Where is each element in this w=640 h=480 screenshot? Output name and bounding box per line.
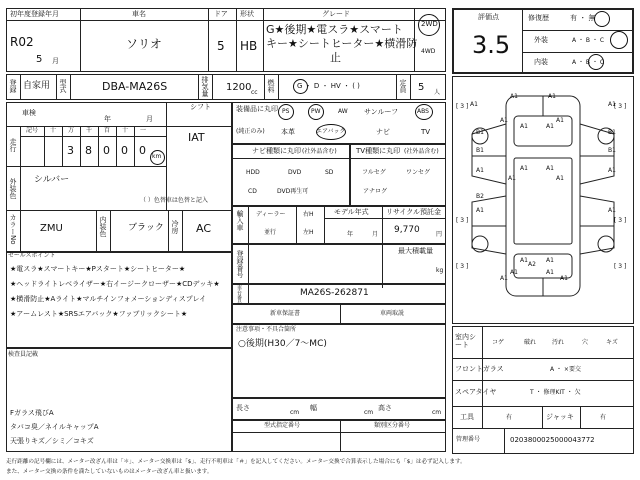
chassis-label: 車台番号 bbox=[236, 285, 242, 305]
car-name-label: 車名 bbox=[132, 10, 146, 18]
damage-label: A1 bbox=[608, 101, 616, 108]
drive-2wd: 2WD bbox=[421, 20, 438, 28]
damage-label: A1 bbox=[476, 167, 484, 174]
damage-label: A1 bbox=[560, 275, 568, 282]
interior-color: ブラック bbox=[128, 223, 164, 233]
navi-hdd: HDD bbox=[246, 169, 260, 176]
seat-label: 室内シート bbox=[455, 333, 476, 349]
front-glass-value: A ・ ×要交 bbox=[550, 366, 581, 373]
displacement-label: 排気量 bbox=[201, 76, 209, 97]
mileage-unit-label: 十 bbox=[122, 127, 129, 134]
bracket-top-left: [ 3 ] bbox=[456, 103, 469, 110]
management-label: 管理番号 bbox=[456, 436, 481, 443]
door-count: 5 bbox=[217, 39, 225, 53]
inspection-month: 月 bbox=[146, 115, 153, 123]
height-label: 高さ bbox=[378, 404, 392, 412]
damage-label: B1 bbox=[608, 147, 616, 154]
damage-label: B1 bbox=[608, 129, 616, 136]
shift-type: IAT bbox=[188, 131, 205, 144]
damage-label: A1 bbox=[510, 269, 518, 276]
seat-hole: 穴 bbox=[582, 339, 589, 346]
bracket-bottom-left: [ 3 ] bbox=[456, 217, 469, 224]
navi-dvd-play: DVD再生可 bbox=[277, 188, 309, 195]
cc-unit: cc bbox=[251, 89, 258, 96]
navi-cd: CD bbox=[248, 188, 257, 195]
width-label: 幅 bbox=[310, 404, 317, 412]
equip-pw: PW bbox=[311, 108, 321, 115]
equip-airbag: エアバック bbox=[316, 128, 346, 135]
import-dealer: ディーラー bbox=[256, 211, 286, 218]
mileage-unit-label: 一 bbox=[140, 127, 147, 134]
capacity-label: 定員 bbox=[399, 79, 407, 93]
damage-label: A1 bbox=[608, 167, 616, 174]
damage-label: A1 bbox=[546, 123, 554, 130]
exterior-color: シルバー bbox=[34, 175, 70, 185]
damage-label: A1 bbox=[546, 257, 554, 264]
color-code: ZMU bbox=[40, 223, 63, 234]
mileage-digit: 0 bbox=[103, 144, 110, 157]
damage-label: A1 bbox=[556, 175, 564, 182]
model-label: 型式 bbox=[59, 79, 67, 93]
repair-options: 有 ・ 無 bbox=[570, 14, 596, 22]
recycle-label: リサイクル預託金 bbox=[386, 208, 442, 216]
mileage-unit-label: 万 bbox=[68, 127, 75, 134]
class-number-label: 類別区分番号 bbox=[374, 422, 411, 429]
load-unit: kg bbox=[436, 267, 444, 274]
car-name: ソリオ bbox=[126, 37, 162, 51]
reg-month-unit: 月 bbox=[52, 57, 59, 65]
fuel-options: G ・ D ・ HV ・ ( ) bbox=[297, 82, 360, 90]
damage-label: A1 bbox=[608, 207, 616, 214]
tv-label: TV種類に丸印 bbox=[356, 147, 401, 155]
damage-label: A1 bbox=[556, 117, 564, 124]
repair-history-label: 修復歴 bbox=[528, 14, 549, 22]
private-use: 自家用 bbox=[23, 81, 51, 91]
height-unit: cm bbox=[432, 409, 442, 416]
notes-line-1: ○後期(H30／7～MC) bbox=[238, 339, 327, 349]
bracket-bottom-right: [ 3 ] bbox=[614, 217, 627, 224]
seat-burn: コゲ bbox=[492, 339, 505, 346]
exterior-grade-label: 外装 bbox=[534, 36, 548, 44]
door-label: ドア bbox=[214, 10, 228, 18]
spare-tire-label: スペアタイヤ bbox=[455, 388, 497, 396]
navi-dvd: DVD bbox=[288, 169, 302, 176]
damage-label: A1 bbox=[470, 101, 478, 108]
reg-month: 5 bbox=[36, 54, 43, 65]
interior-color-label: 内装色 bbox=[99, 216, 107, 237]
equip-sunroof: サンルーフ bbox=[364, 108, 399, 116]
import-label: 輸入車 bbox=[236, 210, 244, 231]
grade-label: グレード bbox=[322, 10, 350, 18]
notes-block bbox=[232, 324, 446, 398]
sales-point-2: ★ヘッドライトレベライザー★右イージークローザー★CDデッキ★ bbox=[10, 280, 220, 288]
km-unit: km bbox=[152, 153, 162, 160]
inspection-label: 車検 bbox=[22, 109, 36, 117]
owner-manual: 車両取説 bbox=[380, 310, 405, 317]
spare-tire-value: T ・ 修理KIT ・ 欠 bbox=[530, 389, 581, 396]
inspector-label: 検査員記載 bbox=[8, 351, 39, 358]
displacement: 1200 bbox=[226, 82, 252, 93]
damage-label: A1 bbox=[520, 123, 528, 130]
year-era: R02 bbox=[10, 35, 34, 49]
ac-value: AC bbox=[196, 222, 212, 235]
grade-line-1: G★後期★電スラ★スマート bbox=[266, 23, 403, 36]
notes-label: 注意事項・不具合箇所 bbox=[236, 326, 297, 333]
tv-oneseg: ワンセグ bbox=[406, 169, 431, 176]
import-parallel: 並行 bbox=[264, 229, 277, 236]
tools-value: 有 bbox=[506, 414, 513, 421]
front-glass-label: フロントガラス bbox=[455, 365, 504, 373]
dims-block bbox=[232, 398, 446, 420]
mileage-digit: 0 bbox=[121, 144, 128, 157]
grade-line-3: 止 bbox=[330, 51, 341, 64]
width-unit: cm bbox=[364, 409, 374, 416]
equip-navi: ナビ bbox=[376, 128, 390, 136]
sales-point-4: ★アームレスト★SRSエアバック★ファブリックシート★ bbox=[10, 310, 188, 318]
shape-label: 形状 bbox=[240, 10, 254, 18]
shift-label: シフト bbox=[190, 103, 211, 111]
mileage-digit: 0 bbox=[139, 144, 146, 157]
length-label: 長さ bbox=[236, 404, 250, 412]
inspector-line-3: 天張りキズ／シミ／コキズ bbox=[10, 437, 94, 445]
reg-label: 登録 bbox=[9, 79, 17, 93]
interior-grades: A ・ B ・ C bbox=[572, 59, 605, 66]
length-unit: cm bbox=[290, 409, 300, 416]
mileage-label: 走行 bbox=[9, 138, 17, 152]
footer-note-2: また、メーター交換の条件を満たしていないものはメーター改ざん車と扱います。 bbox=[6, 469, 213, 475]
exterior-grades: A ・ B ・ C bbox=[572, 37, 605, 44]
meter-symbol-label: 記号 bbox=[26, 127, 39, 134]
score-label: 評価点 bbox=[478, 13, 499, 21]
sales-points-label: セールスポイント bbox=[8, 252, 56, 259]
damage-label: A1 bbox=[508, 175, 516, 182]
navi-label: ナビ種類に丸印 bbox=[252, 147, 301, 155]
equip-abs: ABS bbox=[417, 108, 429, 115]
equipment-label: 装備品に丸印 bbox=[236, 105, 278, 113]
sales-point-1: ★電スラ★スマートキー★Pスタート★シートヒーター★ bbox=[10, 265, 186, 273]
damage-label: A1 bbox=[546, 165, 554, 172]
sales-point-3: ★横滑防止★Aライト★マルチインフォメーションディスプレイ bbox=[10, 295, 207, 303]
inspector-line-1: Fガラス飛びA bbox=[10, 409, 54, 417]
equip-aw: AW bbox=[338, 108, 348, 115]
equip-tv: TV bbox=[421, 128, 431, 136]
ac-label: 冷房 bbox=[171, 220, 179, 234]
equip-leather: 本革 bbox=[281, 128, 295, 136]
model-code: DBA-MA26S bbox=[102, 80, 168, 93]
management-number: 0203800025000043772 bbox=[510, 436, 595, 444]
navi-note: (社外品含む) bbox=[302, 148, 337, 155]
bracket-bottom-right-2: [ 3 ] bbox=[614, 263, 627, 270]
damage-label: A1 bbox=[500, 117, 508, 124]
recycle-yen: 円 bbox=[436, 231, 443, 238]
jack-value: 有 bbox=[600, 414, 607, 421]
inspector-line-2: タバコ臭／ネイルキャップA bbox=[10, 423, 99, 431]
type-number-label: 型式指定番号 bbox=[264, 422, 301, 429]
first-reg-label: 初年度登録年月 bbox=[10, 10, 59, 18]
warranty-block bbox=[232, 304, 446, 324]
damage-label: B2 bbox=[476, 193, 484, 200]
drive-4wd: 4WD bbox=[421, 48, 436, 55]
damage-label: A1 bbox=[546, 269, 554, 276]
seat-tear: 破れ bbox=[524, 339, 537, 346]
mileage-digit: 8 bbox=[85, 144, 92, 157]
model-year-unit: 年 bbox=[347, 231, 354, 238]
damage-label: A2 bbox=[528, 261, 536, 268]
mileage-unit-label: 十 bbox=[50, 127, 57, 134]
damage-label: A1 bbox=[520, 257, 528, 264]
damage-label: A1 bbox=[548, 93, 556, 100]
score: 3.5 bbox=[472, 31, 511, 59]
mileage-digit: 3 bbox=[67, 144, 74, 157]
seat-stain: 汚れ bbox=[552, 339, 565, 346]
capacity: 5 bbox=[418, 82, 425, 93]
tv-note: (社外品含む) bbox=[404, 148, 439, 155]
bracket-bottom-left-2: [ 3 ] bbox=[456, 263, 469, 270]
damage-label: A1 bbox=[520, 165, 528, 172]
damage-label: B1 bbox=[476, 129, 484, 136]
damage-label: A1 bbox=[500, 275, 508, 282]
color-no-label: カラーNo bbox=[9, 214, 17, 245]
tv-analog: アナログ bbox=[363, 188, 388, 195]
inspection-year: 年 bbox=[104, 115, 111, 123]
interior-grade-label: 内装 bbox=[534, 58, 548, 66]
import-left: 左H bbox=[303, 229, 314, 236]
tools-label: 工具 bbox=[460, 413, 474, 421]
grade-line-2: キー★シートヒーター★横滑防 bbox=[266, 37, 418, 50]
mileage-unit-label: 百 bbox=[104, 127, 111, 134]
model-month-unit: 月 bbox=[372, 231, 379, 238]
equip-ps: PS bbox=[282, 108, 290, 115]
person-unit: 人 bbox=[434, 89, 441, 96]
load-label: 最大積載量 bbox=[398, 247, 433, 255]
damage-label: A1 bbox=[510, 93, 518, 100]
new-car-warranty: 新車保証書 bbox=[270, 310, 301, 317]
reg-number-label: 登録番号 bbox=[236, 250, 244, 278]
seat-scratch: キズ bbox=[606, 339, 618, 346]
body-shape: HB bbox=[240, 39, 258, 53]
jack-label: ジャッキ bbox=[546, 413, 574, 421]
damage-label: B1 bbox=[476, 147, 484, 154]
navi-sd: SD bbox=[325, 169, 334, 176]
chassis-number: MA26S-262871 bbox=[300, 288, 369, 298]
exterior-color-label: 外装色 bbox=[9, 178, 17, 199]
bracket-top-right: [ 3 ] bbox=[614, 103, 627, 110]
tv-fullseg: フルセグ bbox=[362, 169, 386, 176]
recycle-amount: 9,770 bbox=[394, 225, 420, 235]
damage-label: A1 bbox=[476, 207, 484, 214]
equipment-note: (純正のみ) bbox=[236, 128, 265, 135]
fuel-label: 燃料 bbox=[267, 79, 275, 93]
recolor-note: （ ）色替車は色替と記入 bbox=[140, 197, 208, 204]
footer-note-1: 走行距離の記号欄には、メーター改ざん車は「＊」、メーター交換車は「$」、走行不明車は「＃」を記入してください。メーター交換で合算表示した場合にも「$」は必ず記入します。 bbox=[6, 459, 466, 465]
model-year-label: モデル年式 bbox=[334, 208, 369, 216]
mileage-unit-label: 千 bbox=[86, 127, 93, 134]
import-right: 右H bbox=[303, 211, 314, 218]
